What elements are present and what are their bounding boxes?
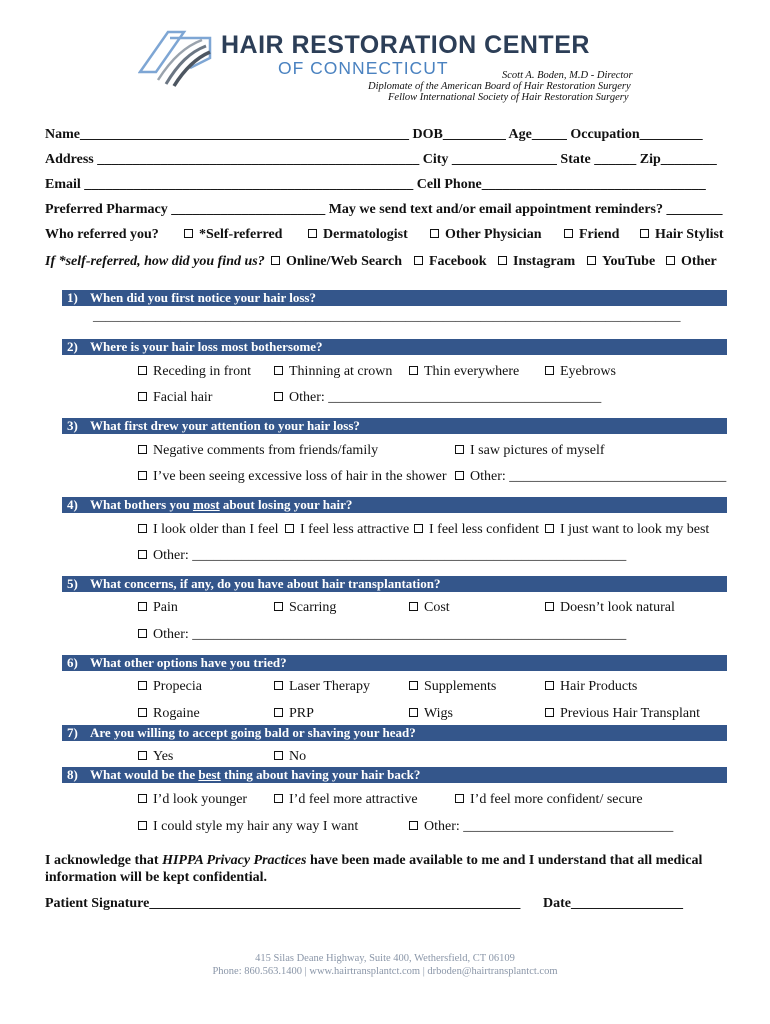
found-youtube[interactable] xyxy=(587,254,655,270)
question-number: 7) xyxy=(67,725,78,740)
option-laser-therapy[interactable] xyxy=(274,679,370,695)
option-hair-products[interactable] xyxy=(545,679,637,695)
option-label: Rogaine xyxy=(153,706,200,721)
option-less-attractive[interactable] xyxy=(285,522,409,538)
option-label: Other: ______________________________ xyxy=(424,819,674,834)
option-label: Thinning at crown xyxy=(289,364,393,379)
question-text: What would be the best thing about having your hair back? xyxy=(90,767,421,782)
name-dob-row[interactable]: Name_______________________________________________ DOB_________ Age_____ Occupation_________ xyxy=(45,127,703,142)
option-propecia[interactable] xyxy=(138,679,202,695)
option-label: Negative comments from friends/family xyxy=(153,443,379,458)
checkbox[interactable] xyxy=(138,602,147,611)
referred-dermatologist[interactable] xyxy=(308,227,408,243)
option-label: I feel less attractive xyxy=(300,522,410,537)
option-label: I saw pictures of myself xyxy=(470,443,605,458)
checkbox[interactable] xyxy=(138,708,147,717)
address-row[interactable]: Address ______________________________________________ City _______________ State ______ Zip________ xyxy=(45,152,717,167)
checkbox[interactable] xyxy=(274,708,283,717)
referred-other-physician-label: Other Physician xyxy=(445,227,542,242)
option-scarring[interactable] xyxy=(274,600,336,616)
checkbox[interactable] xyxy=(285,524,294,533)
option-other[interactable] xyxy=(274,390,601,406)
option-label: Thin everywhere xyxy=(424,364,520,379)
found-online[interactable] xyxy=(271,254,402,270)
option-label: Other: _______________________________________ xyxy=(289,390,602,405)
option-look-best[interactable] xyxy=(545,522,709,538)
question-number: 2) xyxy=(67,339,78,354)
found-facebook[interactable] xyxy=(414,254,487,270)
option-label: Receding in front xyxy=(153,364,251,379)
found-instagram[interactable] xyxy=(498,254,575,270)
checkbox[interactable] xyxy=(138,392,147,401)
option-label: I’ve been seeing excessive loss of hair in the shower xyxy=(153,469,447,484)
checkbox[interactable] xyxy=(455,445,464,454)
fellow-line: Fellow International Society of Hair Restoration Surgery xyxy=(388,92,629,103)
option-label: Wigs xyxy=(424,706,453,721)
checkbox[interactable] xyxy=(138,471,147,480)
checkbox[interactable] xyxy=(138,794,147,803)
option-saw-pictures[interactable] xyxy=(455,443,605,459)
question-text: What bothers you most about losing your hair? xyxy=(90,497,353,512)
question-text: Are you willing to accept going bald or shaving your head? xyxy=(90,725,416,740)
referred-self[interactable] xyxy=(184,227,282,243)
checkbox[interactable] xyxy=(138,681,147,690)
question-number: 4) xyxy=(67,497,78,512)
found-instagram-label: Instagram xyxy=(513,254,576,269)
checkbox[interactable] xyxy=(545,366,554,375)
option-label: Facial hair xyxy=(153,390,213,405)
option-pain[interactable] xyxy=(138,600,178,616)
option-label: Scarring xyxy=(289,600,337,615)
checkbox[interactable] xyxy=(274,392,283,401)
checkbox[interactable] xyxy=(545,602,554,611)
option-label: Supplements xyxy=(424,679,497,694)
footer-contact: Phone: 860.563.1400 | www.hairtransplantct.com | drboden@hairtransplantct.com xyxy=(212,966,558,977)
option-receding[interactable] xyxy=(138,364,251,380)
checkbox[interactable] xyxy=(138,629,147,638)
option-label: I could style my hair any way I want xyxy=(153,819,359,834)
found-other-label: Other xyxy=(681,254,717,269)
checkbox[interactable] xyxy=(138,821,147,830)
checkbox[interactable] xyxy=(308,229,317,238)
referred-dermatologist-label: Dermatologist xyxy=(323,227,408,242)
option-cost[interactable] xyxy=(409,600,450,616)
option-label: No xyxy=(289,749,307,764)
checkbox[interactable] xyxy=(274,794,283,803)
referred-label: Who referred you? xyxy=(45,227,159,242)
answer-line-1[interactable]: ______________________________________________________________________________________________ xyxy=(93,309,681,323)
checkbox[interactable] xyxy=(414,256,423,265)
option-more-confident[interactable] xyxy=(455,792,643,808)
option-thin-everywhere[interactable] xyxy=(409,364,519,380)
question-text: Where is your hair loss most bothersome? xyxy=(90,339,323,354)
option-other[interactable] xyxy=(138,627,626,643)
question-bar-5 xyxy=(62,576,727,592)
logo-mark-icon xyxy=(138,28,218,88)
option-more-attractive[interactable] xyxy=(274,792,418,808)
checkbox[interactable] xyxy=(666,256,675,265)
checkbox[interactable] xyxy=(274,602,283,611)
option-label: Laser Therapy xyxy=(289,679,370,694)
option-label: Hair Products xyxy=(560,679,638,694)
question-number: 5) xyxy=(67,576,78,591)
option-thinning-crown[interactable] xyxy=(274,364,392,380)
checkbox[interactable] xyxy=(274,751,283,760)
clinic-title: HAIR RESTORATION CENTER xyxy=(221,31,590,59)
option-label: Other: _______________________________ xyxy=(470,469,727,484)
option-style-hair[interactable] xyxy=(138,819,358,835)
checkbox[interactable] xyxy=(271,256,280,265)
option-label: I just want to look my best xyxy=(560,522,710,537)
option-no[interactable] xyxy=(274,749,306,765)
option-label: Propecia xyxy=(153,679,202,694)
checkbox[interactable] xyxy=(409,602,418,611)
option-negative-comments[interactable] xyxy=(138,443,378,459)
acknowledge-line-1: I acknowledge that HIPPA Privacy Practices have been made available to me and I understand that all medical xyxy=(45,853,703,868)
referred-hair-stylist[interactable] xyxy=(640,227,724,243)
question-text: What concerns, if any, do you have about hair transplantation? xyxy=(90,576,441,591)
question-bar-4 xyxy=(62,497,727,513)
option-label: PRP xyxy=(289,706,314,721)
option-label: I look older than I feel xyxy=(153,522,279,537)
clinic-subtitle: OF CONNECTICUT xyxy=(278,58,449,78)
checkbox[interactable] xyxy=(138,751,147,760)
question-bar-6 xyxy=(62,655,727,671)
checkbox[interactable] xyxy=(545,681,554,690)
checkbox[interactable] xyxy=(564,229,573,238)
option-look-younger[interactable] xyxy=(138,792,247,808)
question-text: What first drew your attention to your hair loss? xyxy=(90,418,360,433)
option-label: Previous Hair Transplant xyxy=(560,706,700,721)
option-label: I feel less confident xyxy=(429,522,540,537)
pharmacy-row[interactable]: Preferred Pharmacy ______________________ May we send text and/or email appointment reminders? ________ xyxy=(45,202,723,217)
checkbox[interactable] xyxy=(455,471,464,480)
referred-friend[interactable] xyxy=(564,227,619,243)
option-previous-transplant[interactable] xyxy=(545,706,700,722)
option-label: I’d look younger xyxy=(153,792,248,807)
option-label: Other: ______________________________________________________________ xyxy=(153,627,627,642)
question-number: 6) xyxy=(67,655,78,670)
option-facial-hair[interactable] xyxy=(138,390,212,406)
checkbox[interactable] xyxy=(409,821,418,830)
question-number: 1) xyxy=(67,290,78,305)
option-label: Other: ______________________________________________________________ xyxy=(153,548,627,563)
question-text: What other options have you tried? xyxy=(90,655,287,670)
option-label: Eyebrows xyxy=(560,364,616,379)
referred-friend-label: Friend xyxy=(579,227,620,242)
question-bar-7 xyxy=(62,725,727,741)
checkbox[interactable] xyxy=(414,524,423,533)
option-rogaine[interactable] xyxy=(138,706,200,722)
checkbox[interactable] xyxy=(409,681,418,690)
checkbox[interactable] xyxy=(274,681,283,690)
option-other[interactable] xyxy=(138,548,626,564)
checkbox[interactable] xyxy=(455,794,464,803)
found-other[interactable] xyxy=(666,254,717,270)
option-label: Yes xyxy=(153,749,174,764)
checkbox[interactable] xyxy=(545,524,554,533)
director-line: Scott A. Boden, M.D - Director xyxy=(502,70,633,81)
checkbox[interactable] xyxy=(409,366,418,375)
option-look-older[interactable] xyxy=(138,522,279,538)
question-number: 3) xyxy=(67,418,78,433)
footer-address: 415 Silas Deane Highway, Suite 400, Wethersfield, CT 06109 xyxy=(255,953,515,964)
checkbox[interactable] xyxy=(640,229,649,238)
checkbox[interactable] xyxy=(430,229,439,238)
referred-self-label: *Self-referred xyxy=(199,227,283,242)
found-youtube-label: YouTube xyxy=(602,254,656,269)
option-label: I’d feel more attractive xyxy=(289,792,418,807)
question-bar-1 xyxy=(62,290,727,306)
option-less-confident[interactable] xyxy=(414,522,539,538)
option-supplements[interactable] xyxy=(409,679,496,695)
option-wigs[interactable] xyxy=(409,706,453,722)
checkbox[interactable] xyxy=(138,445,147,454)
question-text: When did you first notice your hair loss? xyxy=(90,290,316,305)
found-online-label: Online/Web Search xyxy=(286,254,403,269)
date-field[interactable]: Date________________ xyxy=(543,896,683,911)
checkbox[interactable] xyxy=(184,229,193,238)
checkbox[interactable] xyxy=(409,708,418,717)
acknowledge-line-2: information will be kept confidential. xyxy=(45,870,268,885)
question-bar-2 xyxy=(62,339,727,355)
checkbox[interactable] xyxy=(274,366,283,375)
option-other[interactable] xyxy=(455,469,726,485)
checkbox[interactable] xyxy=(138,366,147,375)
question-bar-8 xyxy=(62,767,727,783)
option-prp[interactable] xyxy=(274,706,314,722)
found-label: If *self-referred, how did you find us? xyxy=(45,254,265,269)
checkbox[interactable] xyxy=(587,256,596,265)
referred-hair-stylist-label: Hair Stylist xyxy=(655,227,724,242)
checkbox[interactable] xyxy=(545,708,554,717)
logo xyxy=(138,28,218,88)
option-other[interactable] xyxy=(409,819,673,835)
option-label: Cost xyxy=(424,600,450,615)
option-label: I’d feel more confident/ secure xyxy=(470,792,643,807)
signature-field[interactable]: Patient Signature_____________________________________________________ xyxy=(45,896,521,911)
checkbox[interactable] xyxy=(498,256,507,265)
referred-other-physician[interactable] xyxy=(430,227,542,243)
diplomate-line: Diplomate of the American Board of Hair Restoration Surgery xyxy=(368,81,631,92)
found-facebook-label: Facebook xyxy=(429,254,487,269)
option-label: Pain xyxy=(153,600,178,615)
option-shower-loss[interactable] xyxy=(138,469,447,485)
checkbox[interactable] xyxy=(138,524,147,533)
question-number: 8) xyxy=(67,767,78,782)
question-bar-3 xyxy=(62,418,727,434)
checkbox[interactable] xyxy=(138,550,147,559)
option-yes[interactable] xyxy=(138,749,173,765)
option-label: Doesn’t look natural xyxy=(560,600,675,615)
option-not-natural[interactable] xyxy=(545,600,675,616)
option-eyebrows[interactable] xyxy=(545,364,616,380)
email-row[interactable]: Email _______________________________________________ Cell Phone________________________________ xyxy=(45,177,706,192)
